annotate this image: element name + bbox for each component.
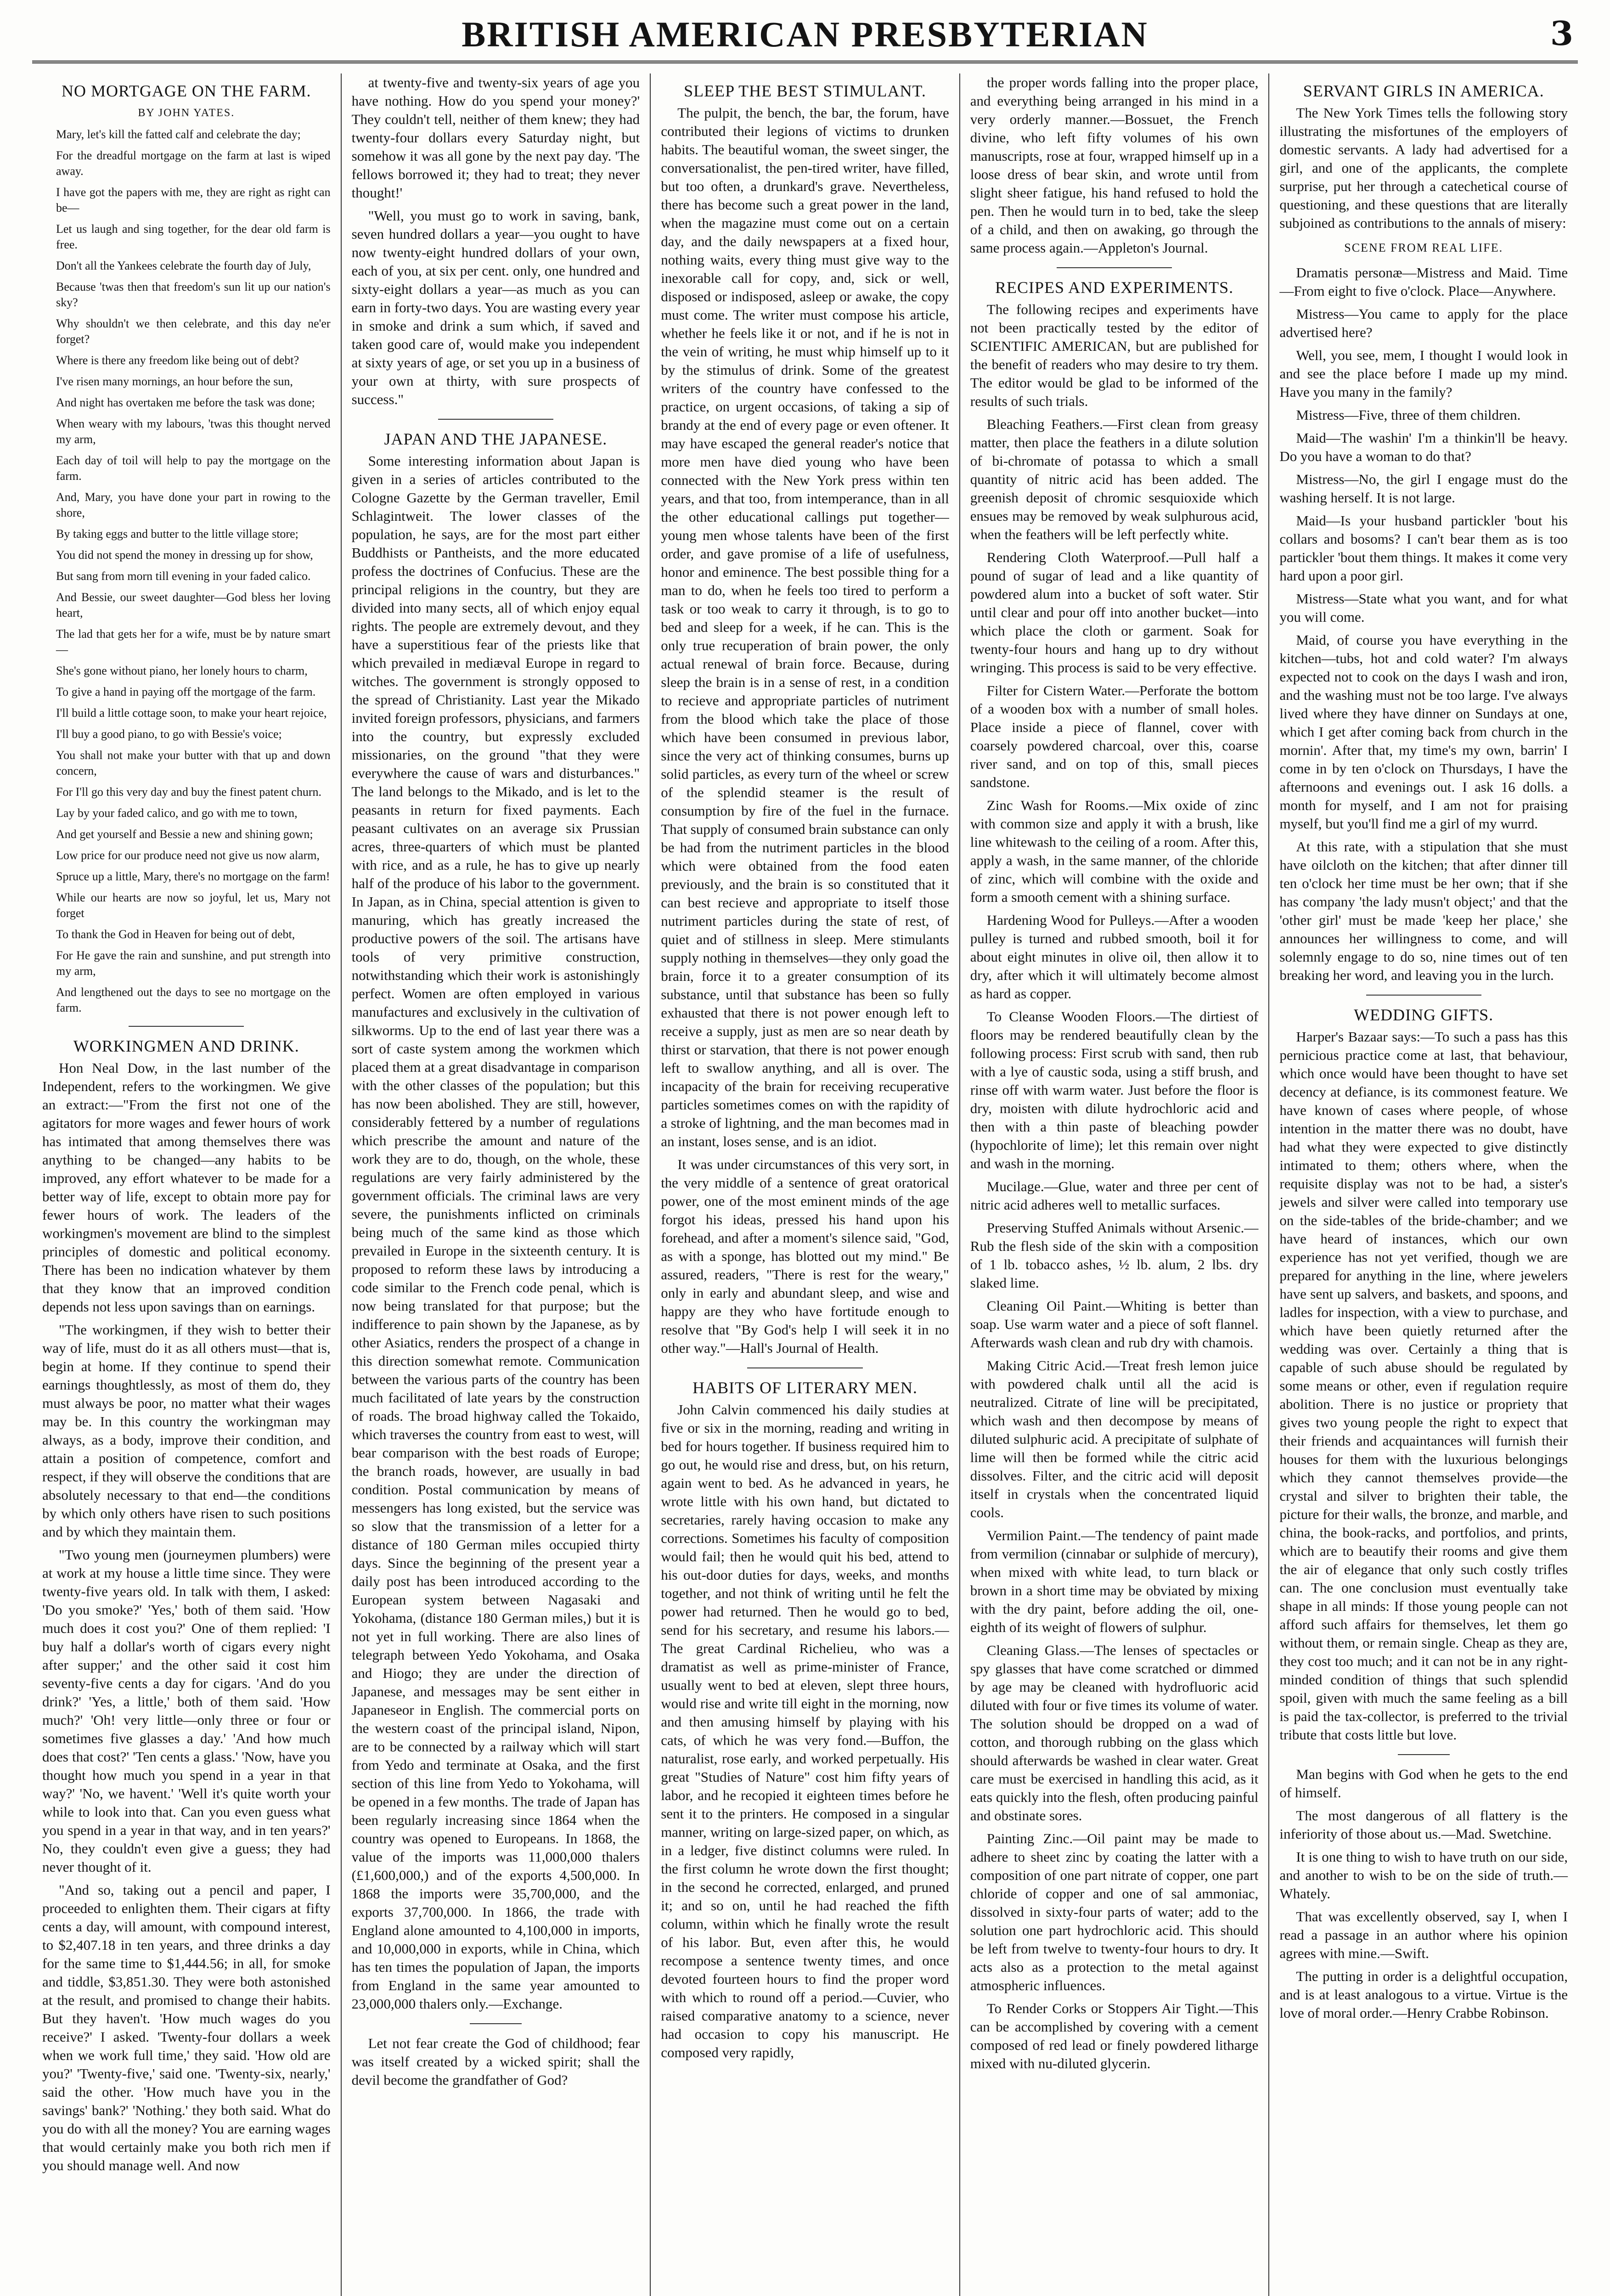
divider: [747, 1367, 862, 1368]
paragraph: By taking eggs and butter to the little village store;: [56, 527, 298, 540]
column-4: [960, 73, 1270, 2296]
paragraph: Mistress—Five, three of them children.: [1296, 407, 1521, 423]
paragraph: But sang from morn till evening in your faded calico.: [56, 569, 311, 583]
divider: [1057, 267, 1172, 268]
article-continuation: [970, 73, 1259, 257]
paragraph: Maid, of course you have everything in the kitchen—tubs, hot and cold water? I'm always expected not to cook on the days I wash and iron, and the washing must not be too large. I've always lived where they have dinner on Sundays at one, which I get after coming back from church in the mornin'. After that, my time's my own, barrin' I come in by ten o'clock on Thursdays, I have the afternoons and evenings out. I ask 16 dolls. a month for myself, and I am not for praising myself, but you'll find me a girl of my wurrd.: [1279, 632, 1568, 832]
paragraph: Dramatis personæ—Mistress and Maid. Time—From eight to five o'clock. Place—Anywhere.: [1279, 264, 1568, 299]
paragraph: For the dreadful mortgage on the farm at last is wiped away.: [56, 149, 331, 178]
paragraph: Hon Neal Dow, in the last number of the Independent, refers to the workingmen. We give an extract:—"From the first not one of the agitators for more wages and fewer hours of work has intimated that among themselves there was anything to be changed—any habits to be improved, any effort whatever to be made for a better way of life, except to obtain more pay for fewer hours of work. The leaders of the workingmen's movement are blind to the simplest principles of domestic and political economy. There has been no indication whatever by them that they know that an improved condition depends not less upon savings than on earnings.: [42, 1060, 331, 1315]
paragraph: Low price for our produce need not give us now alarm,: [56, 849, 320, 862]
paragraph: It is one thing to wish to have truth on our side, and another to wish to be on the side of truth.—Whately.: [1279, 1849, 1568, 1902]
paragraph: The following recipes and experiments have not been practically tested by the editor of SCIENTIFIC AMERICAN, but are published for the benefit of readers who may desire to try them. The editor would be glad to be informed of the results of such trials.: [970, 301, 1259, 409]
paragraph: Zinc Wash for Rooms.—Mix oxide of zinc with common size and apply it with a brush, like line whitewash to the ceiling of a room. After this, apply a wash, in the same manner, of the chloride of zinc, which will combine with the oxide and form a smooth cement with a shining surface.: [970, 797, 1259, 905]
article-body: [1279, 1028, 1568, 1744]
article-body: [661, 1401, 949, 2062]
paragraph: Mistress—You came to apply for the place advertised here?: [1279, 306, 1568, 340]
paragraph: For I'll go this very day and buy the finest patent churn.: [56, 785, 322, 799]
newspaper-title: BRITISH AMERICAN PRESBYTERIAN: [462, 14, 1148, 54]
paragraph: Preserving Stuffed Animals without Arsenic.—Rub the flesh side of the skin with a composition of 1 lb. tobacco ashes, ½ lb. alum, 2 lbs. dry slaked lime.: [970, 1220, 1259, 1291]
paragraph: Mucilage.—Glue, water and three per cent of nitric acid adheres well to metallic surfaces.: [970, 1178, 1259, 1213]
divider: [1366, 995, 1481, 996]
paragraph: The putting in order is a delightful occupation, and is at least analogous to a virtue. Virtue is the love of moral order.—Henry Crabbe Robinson.: [1279, 1968, 1568, 2021]
paragraph: Rendering Cloth Waterproof.—Pull half a pound of sugar of lead and a like quantity of powdered alum into a bucket of soft water. Stir until clear and pour off into another bucket—into which place the cloth or garment. Soak for twenty-four hours and hang up to dry without wringing. This process is said to be very effective.: [970, 549, 1259, 675]
paragraph: "Two young men (journeymen plumbers) were at work at my house a little time since. They were twenty-five years old. In talk with them, I asked: 'Do you smoke?' 'Yes,' both of them said. 'How much does it cost you?' One of them replied: 'I buy half a dollar's worth of cigars every night after supper;' and the other said it cost him seventy-five cents a day for cigars. 'And do you drink?' 'Yes, a little,' both of them said. 'How much?' 'Oh! very little—only three or four or sometimes five glasses a day.' 'And how much does that cost?' 'Ten cents a glass.' 'Now, have you thought how much you spend in a year in that way?' 'No, we havent.' 'Well it's quite worth your while to look into that. Can you even guess what you spend in a year in that way, and in ten years?' No, they couldn't even give a guess; they had never thought of it.: [42, 1547, 331, 1875]
paragraph: And get yourself and Bessie a new and shining gown;: [56, 827, 313, 841]
article-body: [352, 452, 640, 2013]
paragraph: "And so, taking out a pencil and paper, I proceeded to enlighten them. Their cigars at fifty cents a day, will amount, with compound interest, to $2,407.18 in ten years, and three drinks a day for the same time to $1,444.56; in all, for smoke and tiddle, $3,851.30. They were both astonished at the result, and promised to change their habits. But they haven't. 'How much wages do you receive?' I asked. 'Twenty-four dollars a week when we work full time,' they said. 'How old are you?' 'Twenty-five,' said one. 'Twenty-six, nearly,' said the other. 'How much have you in the savings' bank?' 'Nothing.' they both said. What do you do with all the money? You are earning wages that would certainly make you both rich men if you should manage well. And now: [42, 1882, 331, 2173]
paragraph: When weary with my labours, 'twas this thought nerved my arm,: [56, 417, 331, 446]
article-body: [661, 104, 949, 1357]
paragraph: Filter for Cistern Water.—Perforate the bottom of a wooden box with a number of small holes. Place inside a piece of flannel, cover with coarsely powdered charcoal, over this, coarse river sand, and on top of this, small pieces sandstone.: [970, 682, 1259, 790]
paragraph: The most dangerous of all flattery is the inferiority of those about us.—Mad. Swetchine.: [1279, 1807, 1568, 1842]
paragraph: "Well, you must go to work in saving, bank, seven hundred dollars a year—you ought to have now twenty-eight hundred dollars of your own, each of you, at six per cent. only, one hundred and sixty-eight dollars a year—as much as you can earn in forty-two days. You are wasting every year in smoke and drink a sum which, if saved and taken good care of, would make you independent at sixty years of age, or set you up in a business of your own at thirty, with sure prospects of success.": [351, 208, 640, 407]
paragraph: Maid—Is your husband partickler 'bout his collars and bosoms? I can't bear them as is too partickler 'bout them things. It makes it come very hard upon a poor girl.: [1279, 512, 1568, 584]
article-body: [42, 1059, 331, 2175]
paragraph: And Bessie, our sweet daughter—God bless her loving heart,: [56, 591, 331, 619]
divider: [1398, 1754, 1450, 1755]
poem-byline: BY JOHN YATES.: [138, 107, 235, 119]
divider: [470, 2023, 522, 2024]
article-title: WORKINGMEN AND DRINK.: [73, 1037, 299, 1055]
paragraph: To Cleanse Wooden Floors.—The dirtiest of floors may be rendered beautifully clean by the following process: First scrub with sand, then rub with a lye of caustic soda, using a stiff brush, and rinse off with warm water. Just before the floor is dry, moisten with dilute hydrochloric acid and then with a thin paste of bleaching powder (hypochlorite of lime); let this remain over night and wash in the morning.: [970, 1008, 1259, 1171]
paragraph: I've risen many mornings, an hour before the sun,: [56, 375, 293, 388]
poem-title: NO MORTGAGE ON THE FARM.: [62, 82, 311, 100]
paragraph: The pulpit, the bench, the bar, the forum, have contributed their legions of victims to drunken habits. The beautiful woman, the sweet singer, the conversationalist, the pen-tired writer, have filled, but too often, a drunkard's grave. Nevertheless, there has become such a great power in the land, when the magazine must come out on a certain day, and the daily newspapers at a fixed hour, nothing waits, every thing must give way to the inexorable call for copy, and, sick or well, disposed or indisposed, asleep or awake, the copy must come. The writer must compose his article, whether he feels like it or not, and if he is not in the vein of writing, he must whip himself up to it by the stimulus of drink. Some of the greatest writers of the country have confessed to the practice, on urgent occasions, of taking a sip of brandy at the end of every page or even oftener. It may have escaped the general reader's notice that more men have died young who have been connected with the New York press within ten years, and that too, from intemperance, than in all the other educational callings put together—young men whose talents have been of the first order, and gave promise of a life of usefulness, honor and eminence. The best possible thing for a man to do, when he feels too tired to perform a task or too weak to carry it through, is to go to bed and sleep for a week, if he can. This is the only true recuperation of brain power, the only actual renewal of brain force. Because, during sleep the brain is in a sense of rest, in a condition to recieve and appropriate particles of nutriment from the blood which take the place of those which have been consumed in previous labor, since the very act of thinking consumes, burns up solid particles, as every turn of the wheel or screw of the splendid steamer is the result of consumption by fire of the fuel in the furnace. That supply of consumed brain substance can only be had from the nutriment particles in the blood which were obtained from the food eaten previously, and the brain is so constituted that it can best recieve and appropriate to itself those nutriment particles during the state of rest, of quiet and of stillness in sleep. Mere stimulants supply nothing in themselves—they only goad the brain, force it to a greater consumption of its substance, until that substance has been so fully exhausted that there is not power enough left to receive a supply, just as men are so near death by thirst or starvation, that there is not power enough left to swallow anything, and all is over. The incapacity of the brain for receiving recuperative particles sometimes comes on with the rapidity of a stroke of lightning, and the man becomes mad in an instant, loses sense, and is an idiot.: [661, 105, 949, 1149]
article-continuation: [352, 73, 640, 409]
paragraph: To give a hand in paying off the mortgage of the farm.: [56, 685, 316, 698]
divider: [129, 1026, 244, 1027]
paragraph: You shall not make your butter with that up and down concern,: [56, 748, 331, 777]
paragraph: Mistress—No, the girl I engage must do the washing herself. It is not large.: [1279, 471, 1568, 506]
article-body: [1279, 104, 1568, 232]
page-number: 3: [1550, 14, 1573, 53]
paragraph: For He gave the rain and sunshine, and put strength into my arm,: [56, 949, 331, 978]
paragraph: Hardening Wood for Pulleys.—After a wooden pulley is turned and rubbed smooth, boil it for about eight minutes in olive oil, then allow it to dry, after which it will ultimately become almost as hard as copper.: [970, 912, 1259, 1002]
paragraph: Why shouldn't we then celebrate, and this day ne'er forget?: [56, 317, 331, 346]
article-title: JAPAN AND THE JAPANESE.: [384, 430, 608, 448]
column-3: [651, 73, 960, 2296]
paragraph: Maid—The washin' I'm a thinkin'll be heavy. Do you have a woman to do that?: [1279, 430, 1568, 464]
paragraph: Making Citric Acid.—Treat fresh lemon juice with powdered chalk until all the acid is neutralized. Citrate of line will be precipitated, which wash and then decompose by means of diluted sulphuric acid. A precipitate of sulphate of lime will then be formed while the citric acid dissolves. Filter, and the citric acid will deposit itself in crystals when the concentrated liquid cools.: [970, 1357, 1259, 1520]
paragraph: Let us laugh and sing together, for the dear old farm is free.: [56, 222, 331, 251]
paragraph: "The workingmen, if they wish to better their way of life, must do it as all others must—that is, begin at home. If they continue to spend their earnings thoughtlessly, as most of them do, they must always be poor, no matter what their wages may be. In this country the workingman may always, as a body, improve their condition, and attain a position of competence, comfort and respect, if they will observe the conditions that are absolutely necessary to that end—the conditions by which only others have risen to such positions and by which they maintain them.: [42, 1322, 331, 1540]
paragraph: I'll buy a good piano, to go with Bessie's voice;: [56, 727, 282, 741]
paragraph: I have got the papers with me, they are right as right can be—: [56, 186, 331, 214]
paragraph: To Render Corks or Stoppers Air Tight.—This can be accomplished by covering with a cement composed of red lead or finely powdered litharge mixed with nu-diluted glycerin.: [970, 2000, 1259, 2071]
paragraph: John Calvin commenced his daily studies at five or six in the morning, reading and writing in bed for hours together. If business required him to go out, he would rise and dress, but, on his return, again went to bed. As he advanced in years, he wrote little with his own hand, but dictated to secretaries, rarely having occasion to make any corrections. Sometimes his faculty of composition would fail; then he would quit his bed, attend to his out-door duties for days, weeks, and months together, and not think of writing until he felt the power had returned. Then he would go to bed, send for his secretary, and resume his labors.—The great Cardinal Richelieu, who was a dramatist as well as prime-minister of France, usually went to bed at eleven, slept three hours, would rise and write till eight in the morning, now and then amusing himself by playing with his cats, of which he was very fond.—Buffon, the naturalist, rose early, and worked perpetually. His great "Studies of Nature" cost him fifty years of labor, and he recopied it eighteen times before he sent it to the printers. He composed in a singular manner, writing on large-sized paper, on which, as in a ledger, five distinct columns were ruled. In the first column he wrote down the first thought; in the second he corrected, enlarged, and pruned it; and so on, until he had reached the fifth column, within which he finally wrote the result of his labor. But, even after this, he would recompose a sentence twenty times, and once devoted fourteen hours to find the proper word with which to round off a period.—Cuvier, who raised comparative anatomy to a science, never had occasion to copy his manuscript. He composed very rapidly,: [661, 1401, 949, 2060]
article-body: [970, 300, 1259, 2073]
paragraph: Don't all the Yankees celebrate the fourth day of July,: [56, 259, 311, 272]
paragraph: And lengthened out the days to see no mortgage on the farm.: [56, 985, 331, 1014]
paragraph: Bleaching Feathers.—First clean from greasy matter, then place the feathers in a dilute solution of bi-chromate of potassa to which a small quantity of nitric acid has been added. The greenish deposit of chromic sesquioxide which ensues may be removed by weak sulphurous acid, when the feathers will be left perfectly white.: [970, 416, 1259, 542]
article-title: SERVANT GIRLS IN AMERICA.: [1303, 82, 1544, 100]
paragraph: Painting Zinc.—Oil paint may be made to adhere to sheet zinc by coating the latter with a composition of one part nitrate of copper, one part chloride of copper and one of sal ammoniac, dissolved in sixty-four parts of water; add to the solution one part hydrochloric acid. This should be left from twelve to twenty-four hours to dry. It acts also as a protection to the metal against atmospheric influences.: [970, 1830, 1259, 1993]
paragraph: Mistress—State what you want, and for what you will come.: [1279, 591, 1568, 625]
paragraph: The New York Times tells the following story illustrating the misfortunes of the employers of domestic servants. A lady had advertised for a girl, and one of the applicants, the complete surprise, put her through a catechetical course of questioning, and these questions that are literally subjoined as contributions to the annals of misery:: [1279, 105, 1568, 231]
paragraph: I'll build a little cottage soon, to make your heart rejoice,: [56, 706, 327, 720]
paragraph: Cleaning Oil Paint.—Whiting is better than soap. Use warm water and a piece of soft flannel. Afterwards wash clean and rub dry with chamois.: [970, 1298, 1259, 1351]
paragraph: At this rate, with a stipulation that she must have oilcloth on the kitchen; that after dinner till ten o'clock her time must be her own; that if she has company 'the lady musn't object;' and that the 'other girl' must be made 'keep her place,' she announces her willingness to come, and will solemnly engage to do so, nine times out of ten breaking her word, and leaving you in the lurch.: [1279, 838, 1568, 983]
paragraph: at twenty-five and twenty-six years of age you have nothing. How do you spend your money?' They couldn't tell, neither of them knew; they had twenty-four dollars every Saturday night, but somehow it was all gone by the next pay day. 'The fellows borrowed it; they had to treat; they never thought!': [351, 74, 640, 201]
paragraph: Cleaning Glass.—The lenses of spectacles or spy glasses that have come scratched or dimmed by age may be cleaned with hydrofluoric acid diluted with four or five times its volume of water. The solution should be dropped on a wad of cotton, and thorough rubbing on the glass which should afterwards be washed in clear water. Great care must be exercised in handling this acid, as it eats quickly into the flesh, often producing painful and obstinate sores.: [970, 1642, 1259, 1823]
column-1: [32, 73, 342, 2296]
paragraph: That was excellently observed, say I, when I read a passage in an author where his opinion agrees with mine.—Swift.: [1279, 1908, 1568, 1961]
paragraph: Because 'twas then that freedom's sun lit up our nation's sky?: [56, 280, 331, 309]
paragraph: It was under circumstances of this very sort, in the very middle of a sentence of great oratorical power, one of the most eminent minds of the age forgot his ideas, pressed his hand upon his forehead, and after a moment's silence said, "God, as with a sponge, has blotted out my mind." Be assured, readers, "There is rest for the weary," only in early and abundant sleep, and wise and happy are they who have fortitude enough to resolve that "By God's help I will seek it in no other way."—Hall's Journal of Health.: [661, 1156, 949, 1356]
paragraph: You did not spend the money in dressing up for show,: [56, 548, 313, 562]
paragraph: And, Mary, you have done your part in rowing to the shore,: [56, 490, 331, 519]
article-title: HABITS OF LITERARY MEN.: [692, 1379, 918, 1397]
paragraph: Each day of toil will help to pay the mortgage on the farm.: [56, 454, 331, 483]
short-items: [1279, 1765, 1568, 2022]
paragraph: Well, you see, mem, I thought I would look in and see the place before I made up my mind. Have you many in the family?: [1279, 347, 1568, 400]
dialogue-body: [1279, 264, 1568, 985]
article-title: RECIPES AND EXPERIMENTS.: [995, 278, 1234, 297]
scene-title: SCENE FROM REAL LIFE.: [1344, 241, 1503, 254]
paragraph: To thank the God in Heaven for being out of debt,: [56, 928, 295, 941]
paragraph: And night has overtaken me before the task was done;: [56, 396, 315, 409]
paragraph: Harper's Bazaar says:—To such a pass has this pernicious practice come at last, that behaviour, which once would have been thought to have set decency at defiance, is its commonest feature. We have known of cases where people, of whose intention in the matter there was no doubt, have had what they were expected to give distinctly intimated to them; others where, when the requisite display was not to be had, a sister's jewels and silver were called into temporary use on the side-tables of the bride-chamber; and we have heard of instances, which our own experience has not yet verified, though we are prepared for anything in the line, where jewelers have sent up salvers, and baskets, and spoons, and ladles for inspection, with a view to purchase, and which have been quietly returned after the wedding was over. Certainly a thing that is capable of such abuse should be regulated by some means or other, even if regulation require abolition. There is no justice or propriety that gives two young people the right to expect that their friends and acquaintances will furnish their houses for them with the luxurious belongings which they cannot themselves provide—the crystal and silver to brighten their table, the picture for their walls, the bronze, and marble, and china, the book-racks, and portfolios, and prints, which are to beautify their rooms and give them the air of elegance that only such costly trifles can. The one conclusion must eventually take shape in all minds: If those young people can not afford such affairs for themselves, let them go without them, or remain single. Cheap as they are, they cost too much; and it can not be in any right-minded condition of things that such splendid spoil, given with much the same feeling as a bill is paid the tax-collector, is preferred to the trivial tribute that costs little but love.: [1279, 1029, 1568, 1743]
poem-body: [42, 127, 331, 1016]
paragraph: Lay by your faded calico, and go with me to town,: [56, 806, 298, 820]
article-title: SLEEP THE BEST STIMULANT.: [684, 82, 926, 100]
paragraph: She's gone without piano, her lonely hours to charm,: [56, 664, 308, 677]
paragraph: Vermilion Paint.—The tendency of paint made from vermilion (cinnabar or sulphide of mercury), when mixed with white lead, to turn black or brown in a short time may be obviated by mixing with the dry paint, before adding the oil, one-eighth of its weight of flowers of sulphur.: [970, 1527, 1259, 1635]
closing-note: Let not fear create the God of childhood; fear was itself created by a wicked spirit; shall the devil become the grandfather of God?: [351, 2035, 640, 2088]
divider: [438, 419, 553, 420]
paragraph: Spruce up a little, Mary, there's no mortgage on the farm!: [56, 870, 330, 883]
paragraph: Where is there any freedom like being out of debt?: [56, 354, 299, 367]
article-title: WEDDING GIFTS.: [1354, 1006, 1494, 1024]
paragraph: the proper words falling into the proper place, and everything being arranged in his mind in a very orderly manner.—Bossuet, the French divine, who left fifty volumes of his own manuscripts, rose at four, wrapped himself up in a loose dress of bear skin, and wrote until from slight sheer fatigue, his hand refused to hold the pen. Then he would turn in to bed, take the sleep of a child, and then on awaking, go through the same process again.—Appleton's Journal.: [970, 74, 1259, 256]
paragraph: Mary, let's kill the fatted calf and celebrate the day;: [56, 128, 301, 141]
column-5: [1269, 73, 1578, 2296]
column-2: [342, 73, 651, 2296]
columns: [32, 73, 1578, 2296]
paragraph: The lad that gets her for a wife, must be by nature smart—: [56, 627, 331, 656]
masthead: [32, 9, 1578, 63]
paragraph: Man begins with God when he gets to the end of himself.: [1279, 1766, 1568, 1801]
paragraph: Some interesting information about Japan is given in a series of articles contributed to the Cologne Gazette by the German traveller, Emil Schlagintweit. The lower classes of the population, he says, are for the most part either Buddhists or Pantheists, and the more educated profess the doctrines of Confucius. These are the principal religions in the country, but they are divided into many sects, all of which enjoy equal rights. The people are extremely devout, and they have a superstitious fear of the priests like that which prevailed in mediæval Europe in regard to witches. The government is strongly opposed to the spread of Christianity. Last year the Mikado invited foreign professors, physicians, and farmers into the country, but expressly excluded missionaries, on the ground "that they were everywhere the cause of wars and disturbances." The land belongs to the Mikado, and is let to the peasants in return for fixed payments. Each peasant cultivates on an average six Prussian acres, three-quarters of which must be planted with rice, and as a rule, he has to give up nearly half of the produce of his labor to the government. In Japan, as in China, special attention is given to manuring, which has greatly increased the productive powers of the soil. The artisans have tools of very primitive construction, notwithstanding which their work is astonishingly perfect. Women are often employed in various manufactures and exclusively in the cultivation of silkworms. Up to the end of last year there was a sort of caste system among the workmen which placed them at a great disadvantage in comparison with the other classes of the population; but this has now been abolished. They are still, however, considerably fettered by a number of regulations which prescribe the amount and nature of the work they are to do, though, on the whole, these regulations are very fairly administered by the government officials. The criminal laws are very severe, the punishments inflicted on criminals being much of the same kind as those which prevailed in Europe in the sixteenth century. It is proposed to reform these laws by introducing a code similar to the French code penal, which is now being translated for that purpose; but the indifference to pain shown by the Japanese, as by other Asiatics, renders the prospect of a change in this direction somewhat remote. Communication between the various parts of the country has been much facilitated of late years by the construction of roads. The broad highway called the Tokaido, which traverses the country from east to west, will bear comparison with the best roads of Europe; the branch roads, however, are usually in bad condition. Postal communication by means of messengers has long existed, but the service was so slow that the transmission of a letter for a distance of 180 German miles occupied thirty days. Since the beginning of the present year a daily post has been introduced according to the European system between Nagasaki and Yokohama, (distance 180 German miles,) but it is not yet in full working. There are also lines of telegraph between Yedo Yokohama, and Osaka and Hiogo; they are under the direction of Japanese, and messages may be sent either in Japaneseor in English. The commercial ports on the western coast of the principal island, Nipon, are to be connected by a railway which will start from Yedo and terminate at Osaka, and the first section of this line from Yedo to Yokohama, will be opened in a few months. The trade of Japan has been regularly increasing since 1864 when the country was opened to Europeans. In 1868, the value of the imports was 11,000,000 thalers (£1,600,000,) and of the exports 4,500,000. In 1868 the imports were 35,700,000, and the exports 37,700,000. In 1866, the trade with England alone amounted to 4,100,000 in imports, and 10,000,000 in exports, while in China, which has ten times the population of Japan, the imports from England in the same year amounted to 23,000,000 thalers only.—Exchange.: [351, 453, 640, 2012]
paragraph: While our hearts are now so joyful, let us, Mary not forget: [56, 891, 331, 920]
